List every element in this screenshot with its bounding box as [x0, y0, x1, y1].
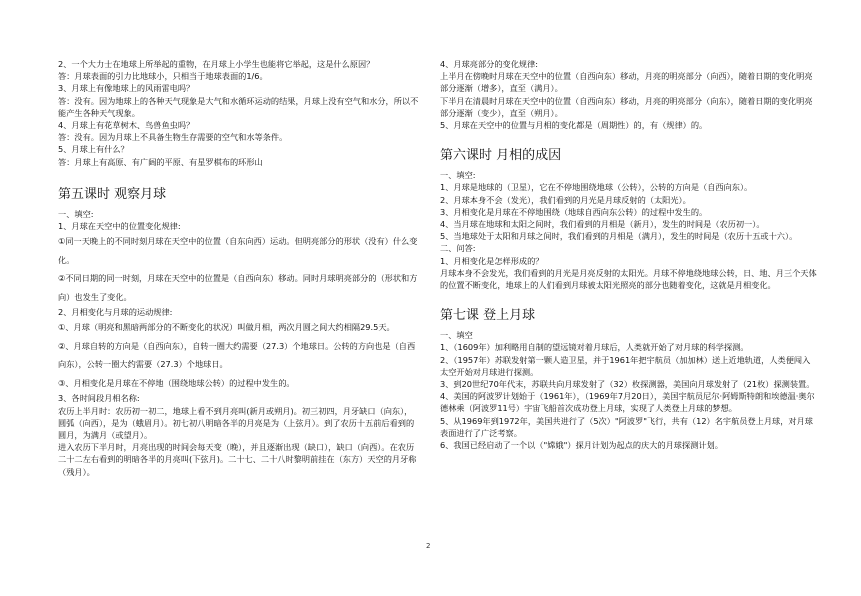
- text-line: 答：月球表面的引力比地球小，只相当于地球表面的1/6。: [58, 71, 268, 82]
- left-column: [58, 58, 420, 478]
- text-line: ①、月球（明亮和黑暗两部分的不断变化的状况）叫做月相，两次月圆之间大约相隔29.5天。: [58, 322, 395, 333]
- text-line: 一、填空:: [440, 170, 476, 181]
- lesson5-title: 第五课时 观察月球: [58, 186, 167, 202]
- right-top-section: [440, 58, 818, 131]
- text-line: 进入农历下半月时，月亮出现的时间会每天变（晚），并且逐渐出现（缺口），缺口（向西）。在农历二十二左右看到的明暗各半的月亮叫(下弦月)。二十七、二十八时黎明前挂在（东方）天空的月牙称（残月）。: [58, 442, 417, 477]
- text-line: 月球本身不会发光，我们看到的月光是月亮反射的太阳光。月球不停地绕地球公转，日、地、月三个天体的位置不断变化，地球上的人们看到月球被太阳光照亮的部分也随着变化，这就是月相变化。: [440, 267, 817, 291]
- text-line: 1、月相变化是怎样形成的？: [440, 255, 544, 266]
- text-line: 3、各时间段月相名称:: [58, 393, 140, 404]
- text-line: 2、月球本身不会（发光），我们看到的月光是月球反射的（太阳光）。: [440, 194, 691, 205]
- text-line: ②、月球自转的方向是（自西向东），自转一圈大约需要（27.3）个地球日。公转的方向也是（自西向东），公转一圈大约需要（27.3）个地球日。: [58, 340, 416, 370]
- text-line: 1、月球是地球的（卫星），它在不停地围绕地球（公转），公转的方向是（自西向东）。: [440, 182, 753, 193]
- text-line: 3、到20世纪70年代末，苏联共向月球发射了（32）枚探测器，美国向月球发射了（21枚）探测装置。: [440, 379, 815, 390]
- text-line: 答：没有。因为月球上不具备生物生存需要的空气和水等条件。: [58, 132, 288, 143]
- lesson6-title: 第六课时 月相的成因: [440, 148, 562, 164]
- text-line: 答：没有。因为地球上的各种天气现象是大气和水循环运动的结果，月球上没有空气和水分，所以不能产生各种天气现象。: [58, 95, 419, 118]
- page-number: 2: [426, 542, 431, 550]
- right-column: [440, 58, 818, 451]
- text-line: 上半月在傍晚时月球在天空中的位置（自西向东）移动，月亮的明亮部分（向西），随着日期的变化明亮部分逐渐（增多），直至（满月）。: [440, 71, 813, 94]
- text-line: 答：月球上有高原、有广阔的平原、有星罗棋布的环形山: [58, 156, 263, 167]
- text-line: 5、月球在天空中的位置与月相的变化都是（周期性）的，有（规律）的。: [440, 120, 708, 131]
- text-line: ③、月相变化是月球在不停地（围绕地球公转）的过程中发生的。: [58, 377, 295, 388]
- text-line: 3、月相变化是月球在不停地围绕（地球自西向东公转）的过程中发生的。: [440, 206, 708, 217]
- text-line: 2、月相变化与月球的运动规律:: [58, 307, 173, 318]
- lesson7-title: 第七课 登上月球: [440, 308, 536, 324]
- text-line: 农历上半月时：农历初一初二，地球上看不到月亮叫(新月或朔月)。初三初四，月牙缺口（向东），圆弧（向西），是为（蛾眉月）。初七初八明暗各半的月亮是为（上弦月）。到了农历十五前后看到的圆月，为满月（或望月）。: [58, 405, 415, 441]
- text-line: 2、（1957年）苏联发射第一颗人造卫星，并于1961年把宇航员（加加林）送上近地轨道，人类便闯入太空开始对月球进行探测。: [440, 354, 811, 377]
- text-line: 5、月球上有什么？: [58, 144, 129, 155]
- text-line: ①同一天晚上的不同时刻月球在天空中的位置（自东向西）运动。但明亮部分的形状（没有）什么变化。: [58, 236, 418, 265]
- text-line: 二、问答:: [440, 243, 476, 254]
- text-line: 6、我国已经启动了一个以（"嫦娥"）探月计划为起点的庆大的月球探测计划。: [440, 440, 723, 451]
- text-line: 一、填空: [440, 330, 473, 341]
- text-line: 5、从1969年到1972年，美国共进行了（5次）"阿波罗"飞行，共有（12）名宇航员登上月球，对月球表面进行了广泛考察。: [440, 415, 813, 438]
- text-line: 1、月球在天空中的位置变化规律:: [58, 221, 181, 232]
- text-line: 4、月球上有花草树木、鸟兽鱼虫吗？: [58, 120, 195, 131]
- text-line: 4、当月球在地球和太阳之间时，我们看到的月相是（新月），发生的时间是（农历初一）。: [440, 219, 765, 230]
- text-line: 3、月球上有像地球上的风雨雷电吗？: [58, 83, 195, 94]
- text-line: 4、美国的阿波罗计划始于（1961年），（1969年7月20日），美国宇航员尼尔·阿姆斯特朗和埃德温·奥尔德林乘（阿波罗11号）宇宙飞船首次成功登上月球，实现了人类登上月球的梦想。: [440, 391, 815, 414]
- text-line: 4、月球亮部分的变化规律:: [440, 59, 539, 69]
- text-line: 一、填空:: [58, 208, 94, 219]
- text-line: 5、当地球处于太阳和月球之间时，我们看到的月相是（满月），发生的时间是（农历十五或十六）。: [440, 231, 798, 242]
- text-line: 下半月在清晨时月球在天空中的位置（自西向东）移动，月亮的明亮部分（向东），随着日期的变化明亮部分逐渐（变少），直至（朔月）。: [440, 95, 813, 118]
- text-line: 2、一个大力士在地球上所举起的重物，在月球上小学生也能将它举起，这是什么原因？: [58, 59, 375, 69]
- text-line: ②不同日期的同一时刻，月球在天空中的位置是（自西向东）移动。同时月球明亮部分的（形状和方向）也发生了变化。: [58, 273, 418, 302]
- text-line: 1、（1609年）加利略用自制的望远镜对着月球后，人类就开始了对月球的科学探测。: [440, 342, 749, 353]
- left-top-section: [58, 58, 420, 168]
